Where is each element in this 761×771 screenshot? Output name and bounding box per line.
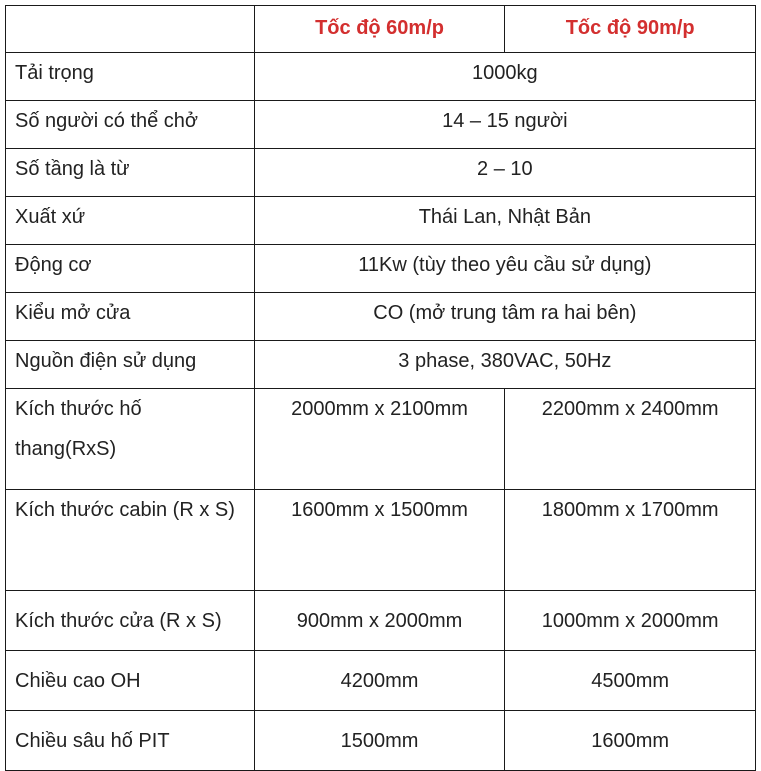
row-value-60: 900mm x 2000mm — [254, 591, 505, 651]
row-label: Kiểu mở cửa — [6, 293, 255, 341]
row-label: Kích thước hố thang(RxS) — [6, 389, 255, 490]
table-row — [6, 101, 756, 149]
row-value-60: 1600mm x 1500mm — [254, 490, 505, 591]
row-value: Thái Lan, Nhật Bản — [254, 197, 755, 245]
row-label: Kích thước cửa (R x S) — [6, 591, 255, 651]
header-corner-cell — [6, 6, 255, 53]
row-value-60: 2000mm x 2100mm — [254, 389, 505, 490]
row-value-90: 1800mm x 1700mm — [505, 490, 756, 591]
table-row — [6, 711, 756, 771]
row-value-90: 1600mm — [505, 711, 756, 771]
row-value-60: 1500mm — [254, 711, 505, 771]
table-row — [6, 149, 756, 197]
row-label: Xuất xứ — [6, 197, 255, 245]
row-label: Kích thước cabin (R x S) — [6, 490, 255, 591]
row-label: Chiều sâu hố PIT — [6, 711, 255, 771]
table-header-row — [6, 6, 756, 53]
row-value-90: 1000mm x 2000mm — [505, 591, 756, 651]
row-label: Tải trọng — [6, 53, 255, 101]
row-value: 11Kw (tùy theo yêu cầu sử dụng) — [254, 245, 755, 293]
row-value-90: 2200mm x 2400mm — [505, 389, 756, 490]
table-row — [6, 651, 756, 711]
row-label: Chiều cao OH — [6, 651, 255, 711]
row-label: Động cơ — [6, 245, 255, 293]
row-value: CO (mở trung tâm ra hai bên) — [254, 293, 755, 341]
row-label: Số tầng là từ — [6, 149, 255, 197]
row-value-60: 4200mm — [254, 651, 505, 711]
row-value-90: 4500mm — [505, 651, 756, 711]
table-row — [6, 490, 756, 591]
spec-table — [5, 5, 756, 771]
row-label: Số người có thể chở — [6, 101, 255, 149]
header-speed-60: Tốc độ 60m/p — [254, 6, 505, 53]
table-row — [6, 197, 756, 245]
row-value: 1000kg — [254, 53, 755, 101]
row-value: 14 – 15 người — [254, 101, 755, 149]
row-value: 3 phase, 380VAC, 50Hz — [254, 341, 755, 389]
row-label: Nguồn điện sử dụng — [6, 341, 255, 389]
table-row — [6, 389, 756, 490]
header-speed-90: Tốc độ 90m/p — [505, 6, 756, 53]
row-value: 2 – 10 — [254, 149, 755, 197]
table-row — [6, 53, 756, 101]
table-row — [6, 341, 756, 389]
table-row — [6, 293, 756, 341]
table-row — [6, 591, 756, 651]
table-row — [6, 245, 756, 293]
